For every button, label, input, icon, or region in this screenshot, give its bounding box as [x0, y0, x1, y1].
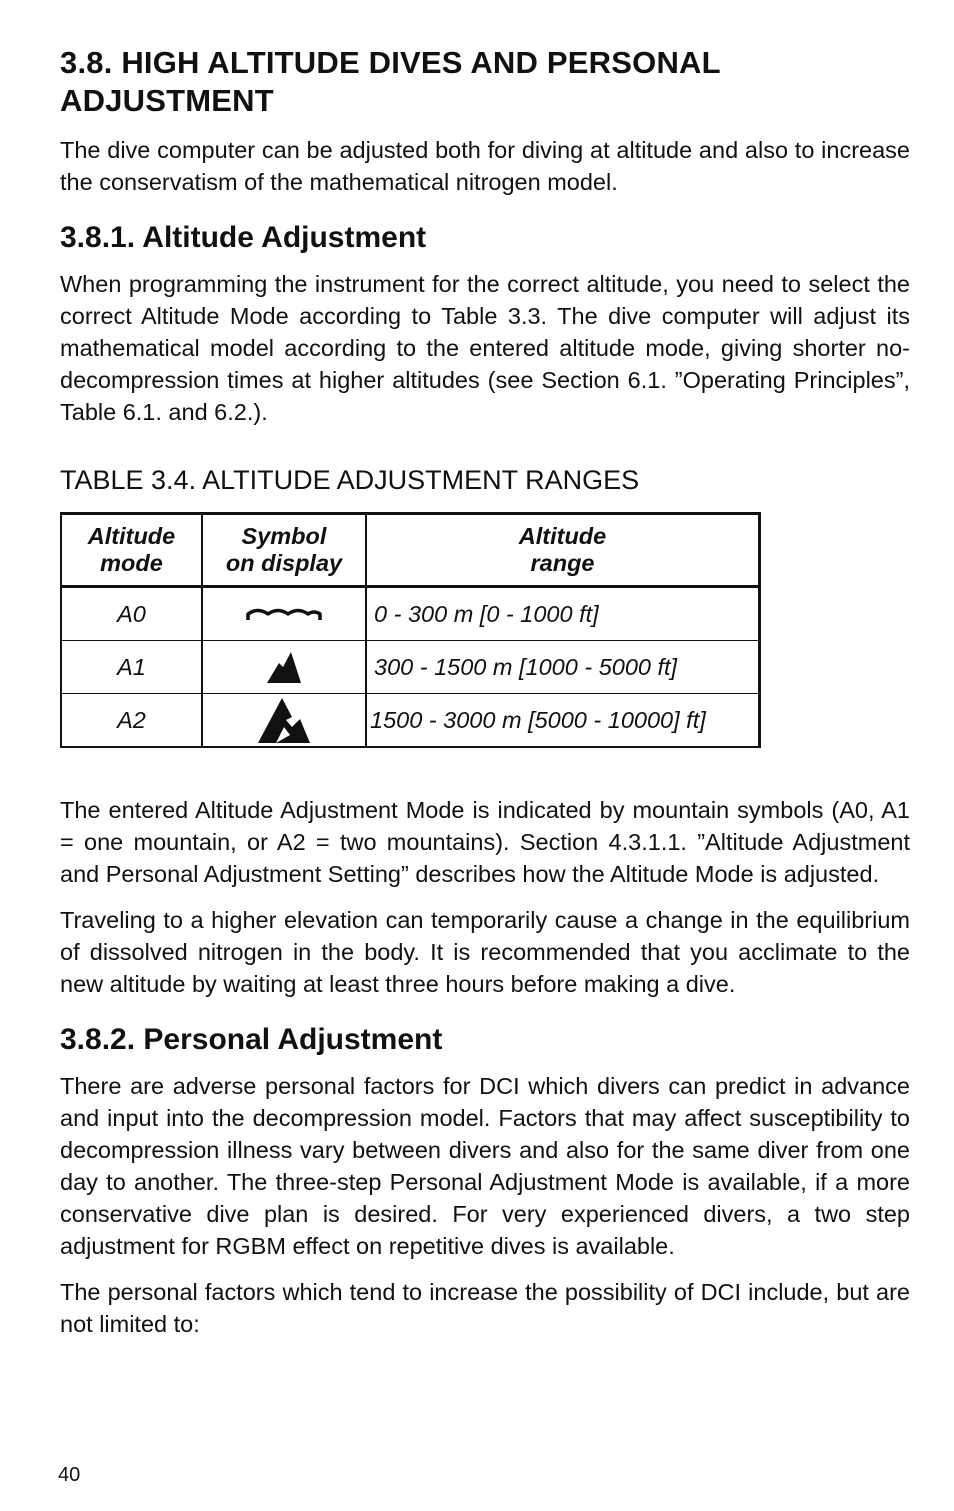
table-header-row: [61, 514, 760, 587]
header-altitude-mode: Altitude mode: [61, 514, 202, 587]
row-range: 1500 - 3000 m [5000 - 10000] ft]: [366, 694, 760, 748]
row-range: 0 - 300 m [0 - 1000 ft]: [366, 587, 760, 641]
table-row: [61, 641, 760, 694]
section-heading: 3.8. HIGH ALTITUDE DIVES AND PERSONAL ADJUSTMENT: [60, 45, 721, 118]
personal-paragraph-2: The personal factors which tend to increase the possibility of DCI include, but are not limited to:: [60, 1279, 910, 1337]
table-row: [61, 694, 760, 748]
altitude-table: [60, 512, 761, 748]
row-mode: A2: [61, 694, 202, 748]
row-range: 300 - 1500 m [1000 - 5000 ft]: [366, 641, 760, 694]
altitude-heading: 3.8.1. Altitude Adjustment: [60, 221, 427, 254]
personal-paragraph-1: There are adverse personal factors for DCI which divers can predict in advance and input into the decompression model. Factors that may affect susceptibility to decompression illness vary between divers and also for the same diver from one day to another. The three-step Personal Adjustment Mode is available, if a more conservative dive plan is desired. For very experienced divers, a two step adjustment for RGBM effect on repetitive dives is available.: [60, 1073, 910, 1259]
personal-heading: 3.8.2. Personal Adjustment: [60, 1023, 443, 1056]
page-content: [60, 44, 910, 1340]
table-row: [61, 587, 760, 641]
altitude-paragraph: When programming the instrument for the correct altitude, you need to select the correct Altitude Mode according to Table 3.3. The dive computer will adjust its mathematical model according to the entered altitude mode, giving shorter no-decompression times at higher altitudes (see Section 6.1. ”Operating Principles”, Table 6.1. and 6.2.).: [60, 271, 910, 425]
page-number: 40: [58, 1464, 81, 1486]
header-altitude-range: Altitude range: [366, 514, 760, 587]
section-intro: The dive computer can be adjusted both for diving at altitude and also to increase the conservatism of the mathematical nitrogen model.: [60, 137, 910, 195]
sea-level-wave-icon: [202, 587, 366, 641]
header-symbol: Symbol on display: [202, 514, 366, 587]
row-mode: A0: [61, 587, 202, 641]
table-caption: TABLE 3.4. ALTITUDE ADJUSTMENT RANGES: [60, 465, 640, 495]
one-mountain-icon: [202, 641, 366, 694]
two-mountains-icon: [202, 694, 366, 748]
travel-paragraph: Traveling to a higher elevation can temporarily cause a change in the equilibrium of dissolved nitrogen in the body. It is recommended that you acclimate to the new altitude by waiting at least three hours before making a dive.: [60, 907, 910, 997]
mode-indication-paragraph: The entered Altitude Adjustment Mode is indicated by mountain symbols (A0, A1 = one mountain, or A2 = two mountains). Section 4.3.1.1. ”Altitude Adjustment and Personal Adjustment Setting” describes how the Altitude Mode is adjusted.: [60, 797, 910, 887]
row-mode: A1: [61, 641, 202, 694]
